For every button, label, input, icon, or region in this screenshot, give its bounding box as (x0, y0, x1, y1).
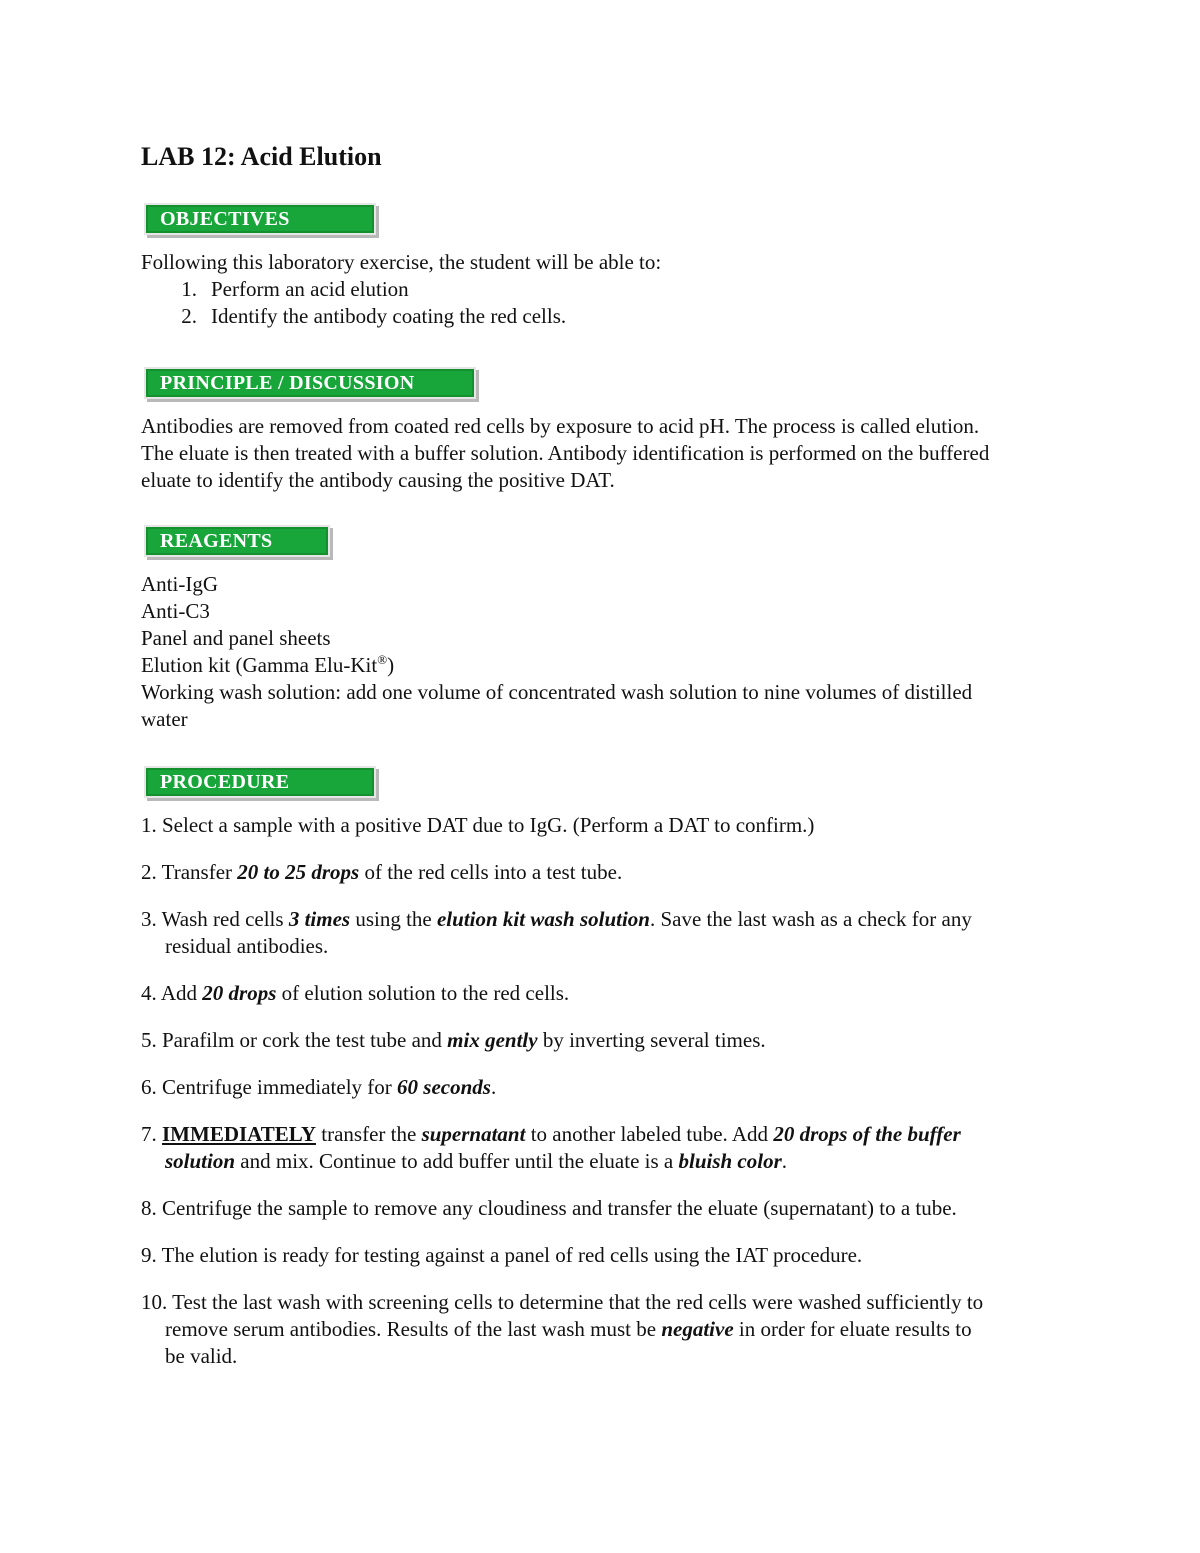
objective-text: Perform an acid elution (211, 277, 409, 301)
step-emphasis: 3 times (288, 907, 351, 931)
step-emphasis: elution kit wash solution (436, 907, 650, 931)
reagent-item: Panel and panel sheets (141, 626, 331, 650)
procedure-step-7 (141, 1121, 1101, 1175)
step-emphasis: 20 drops (202, 981, 277, 1005)
registered-mark: ® (377, 652, 388, 667)
step-text-cont: residual antibodies. (165, 934, 329, 958)
page-title: LAB 12: Acid Elution (141, 142, 382, 171)
objectives-header (141, 200, 380, 239)
procedure-step-2 (141, 859, 1101, 886)
reagents-header (141, 522, 334, 561)
procedure-step-5 (141, 1027, 1101, 1054)
step-text: . (490, 1075, 497, 1099)
reagent-item-wash: Working wash solution: add one volume of concentrated wash solution to nine volumes of distilled (141, 680, 973, 704)
objectives-intro: Following this laboratory exercise, the student will be able to: (141, 250, 662, 274)
objective-item (141, 303, 1101, 330)
step-text-cont: be valid. (165, 1344, 238, 1368)
procedure-step-4 (141, 980, 1101, 1007)
step-text: transfer the (316, 1122, 422, 1146)
step-text: 3. Wash red cells (141, 907, 289, 931)
procedure-section (141, 763, 1101, 1390)
step-emphasis: mix gently (447, 1028, 538, 1052)
procedure-step-6 (141, 1074, 1101, 1101)
procedure-step-8 (141, 1195, 1101, 1222)
procedure-header (141, 763, 380, 802)
step-text: 6. Centrifuge immediately for (141, 1075, 398, 1099)
reagents-header-label: REAGENTS (144, 525, 330, 557)
step-emphasis: negative (661, 1317, 734, 1341)
principle-section (141, 364, 1101, 494)
principle-line: The eluate is then treated with a buffer solution. Antibody identification is performed on the buffered (141, 441, 990, 465)
step-emphasis: supernatant (421, 1122, 526, 1146)
step-text: 5. Parafilm or cork the test tube and (141, 1028, 448, 1052)
step-text: 8. Centrifuge the sample to remove any cloudiness and transfer the eluate (supernatant) to a tube. (141, 1196, 957, 1220)
objective-number: 1. (181, 277, 197, 301)
principle-line: eluate to identify the antibody causing the positive DAT. (141, 468, 615, 492)
step-text: 1. Select a sample with a positive DAT due to IgG. (Perform a DAT to confirm.) (141, 813, 815, 837)
step-text: . Save the last wash as a check for any (649, 907, 972, 931)
principle-line: Antibodies are removed from coated red cells by exposure to acid pH. The process is called elution. (141, 414, 980, 438)
procedure-step-10 (141, 1289, 1101, 1370)
step-text: by inverting several times. (537, 1028, 766, 1052)
step-text: . (781, 1149, 788, 1173)
step-text: 7. (141, 1122, 162, 1146)
step-emphasis: solution (165, 1149, 236, 1173)
step-text: 2. Transfer (141, 860, 238, 884)
reagent-item-wash-cont: water (141, 707, 188, 731)
step-text: remove serum antibodies. Results of the last wash must be (165, 1317, 662, 1341)
step-emphasis: 60 seconds (397, 1075, 491, 1099)
procedure-header-label: PROCEDURE (144, 766, 376, 798)
step-emphasis-underlined: IMMEDIATELY (162, 1122, 317, 1146)
step-text: of elution solution to the red cells. (276, 981, 570, 1005)
step-text: of the red cells into a test tube. (359, 860, 623, 884)
step-text: to another labeled tube. Add (525, 1122, 774, 1146)
objective-item (141, 276, 1101, 303)
step-text: and mix. Continue to add buffer until the eluate is a (235, 1149, 679, 1173)
principle-header (141, 364, 480, 403)
step-emphasis: 20 to 25 drops (237, 860, 360, 884)
objectives-section (141, 200, 1101, 330)
elution-kit-close: ) (387, 653, 395, 677)
principle-header-label: PRINCIPLE / DISCUSSION (144, 367, 476, 399)
objective-number: 2. (181, 304, 197, 328)
reagent-item: Anti-IgG (141, 572, 218, 596)
procedure-step-9 (141, 1242, 1101, 1269)
step-text: 9. The elution is ready for testing against a panel of red cells using the IAT procedure. (141, 1243, 863, 1267)
step-text: 10. Test the last wash with screening cells to determine that the red cells were washed sufficiently to (141, 1290, 984, 1314)
reagents-section (141, 522, 1101, 733)
reagent-item: Anti-C3 (141, 599, 210, 623)
objective-text: Identify the antibody coating the red cells. (211, 304, 567, 328)
step-text: in order for eluate results to (733, 1317, 972, 1341)
procedure-list (141, 812, 1101, 1370)
step-text: using the (350, 907, 437, 931)
step-text: 4. Add (141, 981, 203, 1005)
step-emphasis: 20 drops of the buffer (773, 1122, 961, 1146)
elution-kit-text: Elution kit (Gamma Elu-Kit (141, 653, 378, 677)
objectives-list (141, 276, 1101, 330)
step-emphasis: bluish color (678, 1149, 782, 1173)
objectives-header-label: OBJECTIVES (144, 203, 376, 235)
reagent-item-elution-kit (141, 652, 1101, 679)
procedure-step-1 (141, 812, 1101, 839)
procedure-step-3 (141, 906, 1101, 960)
